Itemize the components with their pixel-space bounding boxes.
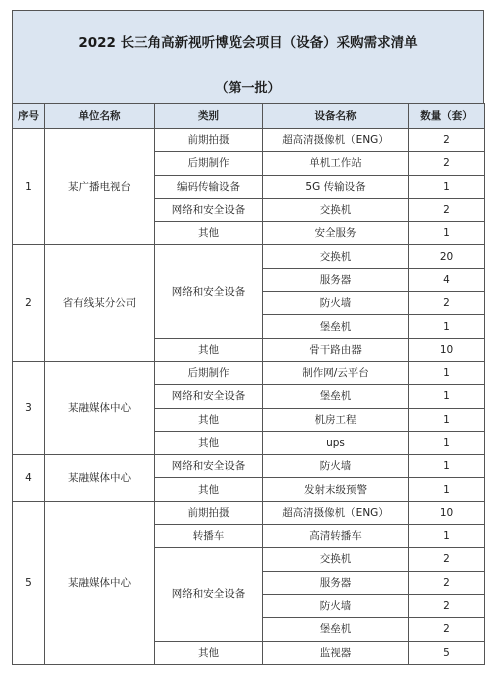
table-row xyxy=(13,455,485,478)
cell-unit: 某广播电视台 xyxy=(45,129,155,245)
cell-device: 制作网/云平台 xyxy=(263,361,409,384)
header-no: 序号 xyxy=(13,104,45,129)
cell-qty: 5 xyxy=(409,641,485,664)
cell-unit: 省有线某分公司 xyxy=(45,245,155,361)
cell-category: 网络和安全设备 xyxy=(155,385,263,408)
cell-category: 转播车 xyxy=(155,525,263,548)
cell-no: 5 xyxy=(13,501,45,664)
table-header-row xyxy=(13,104,485,129)
cell-device: 防火墙 xyxy=(263,594,409,617)
cell-qty: 2 xyxy=(409,152,485,175)
cell-device: 堡垒机 xyxy=(263,618,409,641)
cell-unit: 某融媒体中心 xyxy=(45,455,155,502)
cell-device: 服务器 xyxy=(263,571,409,594)
cell-qty: 1 xyxy=(409,525,485,548)
cell-category: 前期拍摄 xyxy=(155,501,263,524)
cell-device: 发射末级预警 xyxy=(263,478,409,501)
cell-category: 前期拍摄 xyxy=(155,129,263,152)
header-category: 类别 xyxy=(155,104,263,129)
cell-qty: 1 xyxy=(409,478,485,501)
cell-device: 交换机 xyxy=(263,198,409,221)
cell-device: 5G 传输设备 xyxy=(263,175,409,198)
cell-qty: 4 xyxy=(409,268,485,291)
cell-device: 骨干路由器 xyxy=(263,338,409,361)
cell-category: 其他 xyxy=(155,478,263,501)
cell-device: 超高清摄像机（ENG） xyxy=(263,129,409,152)
cell-qty: 2 xyxy=(409,198,485,221)
cell-category: 其他 xyxy=(155,641,263,664)
sheet-subtitle: （第一批） xyxy=(215,81,281,96)
cell-qty: 1 xyxy=(409,455,485,478)
procurement-sheet xyxy=(12,10,484,665)
table-row xyxy=(13,245,485,268)
cell-device: 堡垒机 xyxy=(263,315,409,338)
cell-qty: 2 xyxy=(409,594,485,617)
cell-device: 防火墙 xyxy=(263,292,409,315)
cell-unit: 某融媒体中心 xyxy=(45,361,155,454)
cell-category: 网络和安全设备 xyxy=(155,548,263,641)
cell-qty: 1 xyxy=(409,315,485,338)
cell-qty: 1 xyxy=(409,175,485,198)
cell-category: 其他 xyxy=(155,338,263,361)
header-device: 设备名称 xyxy=(263,104,409,129)
cell-category: 后期制作 xyxy=(155,152,263,175)
cell-device: 机房工程 xyxy=(263,408,409,431)
cell-category: 网络和安全设备 xyxy=(155,245,263,338)
cell-category: 后期制作 xyxy=(155,361,263,384)
cell-device: 监视器 xyxy=(263,641,409,664)
cell-qty: 20 xyxy=(409,245,485,268)
table-body xyxy=(13,129,485,665)
cell-qty: 1 xyxy=(409,222,485,245)
cell-device: 交换机 xyxy=(263,548,409,571)
cell-device: 防火墙 xyxy=(263,455,409,478)
procurement-table xyxy=(12,103,485,665)
table-row xyxy=(13,361,485,384)
cell-qty: 1 xyxy=(409,408,485,431)
cell-device: 超高清摄像机（ENG） xyxy=(263,501,409,524)
cell-qty: 2 xyxy=(409,618,485,641)
table-row xyxy=(13,501,485,524)
title-block xyxy=(12,10,484,103)
cell-device: ups xyxy=(263,431,409,454)
table-row xyxy=(13,129,485,152)
cell-no: 3 xyxy=(13,361,45,454)
cell-unit: 某融媒体中心 xyxy=(45,501,155,664)
cell-qty: 2 xyxy=(409,571,485,594)
sheet-title: 2022 长三角高新视听博览会项目（设备）采购需求清单 xyxy=(78,35,418,51)
cell-qty: 2 xyxy=(409,292,485,315)
cell-device: 单机工作站 xyxy=(263,152,409,175)
cell-category: 网络和安全设备 xyxy=(155,198,263,221)
cell-qty: 1 xyxy=(409,361,485,384)
header-qty: 数量（套） xyxy=(409,104,485,129)
cell-qty: 2 xyxy=(409,548,485,571)
cell-category: 其他 xyxy=(155,222,263,245)
cell-device: 交换机 xyxy=(263,245,409,268)
cell-device: 安全服务 xyxy=(263,222,409,245)
cell-device: 服务器 xyxy=(263,268,409,291)
cell-qty: 2 xyxy=(409,129,485,152)
cell-qty: 10 xyxy=(409,501,485,524)
cell-qty: 1 xyxy=(409,385,485,408)
cell-device: 高清转播车 xyxy=(263,525,409,548)
cell-qty: 1 xyxy=(409,431,485,454)
cell-category: 编码传输设备 xyxy=(155,175,263,198)
cell-no: 2 xyxy=(13,245,45,361)
cell-no: 4 xyxy=(13,455,45,502)
cell-device: 堡垒机 xyxy=(263,385,409,408)
cell-category: 网络和安全设备 xyxy=(155,455,263,478)
cell-category: 其他 xyxy=(155,408,263,431)
cell-no: 1 xyxy=(13,129,45,245)
cell-qty: 10 xyxy=(409,338,485,361)
cell-category: 其他 xyxy=(155,431,263,454)
header-unit: 单位名称 xyxy=(45,104,155,129)
